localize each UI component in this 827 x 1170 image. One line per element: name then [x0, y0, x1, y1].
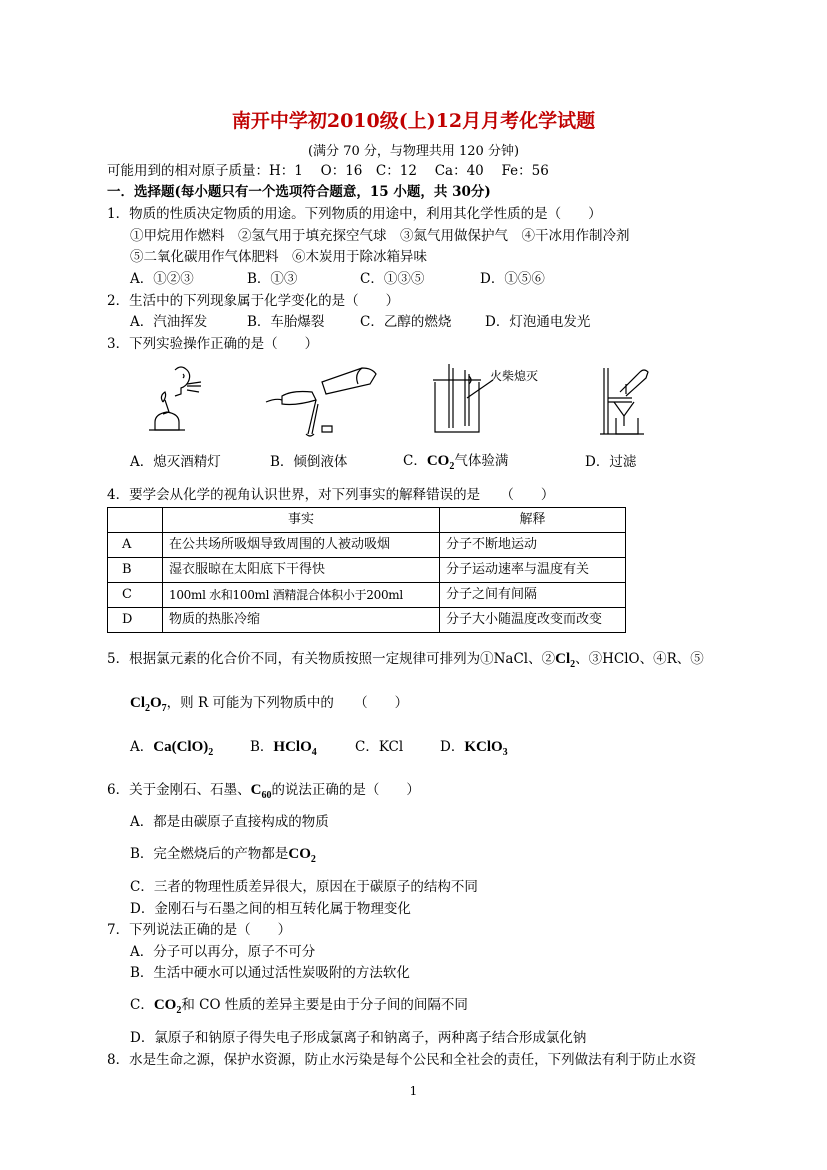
q1-line2: ⑤二氧化碳用作气体肥料 ⑥木炭用于除冰箱异味: [130, 249, 427, 265]
table-cell: 湿衣服晾在太阳底下干得快: [163, 558, 440, 583]
q7-option-b: B．生活中硬水可以通过活性炭吸附的方法软化: [130, 965, 410, 981]
q2-option-d: D．灯泡通电发光: [485, 314, 591, 330]
q5-option-c: C．KCl: [355, 739, 404, 755]
q8-stem: 8．水是生命之源，保护水资源，防止水污染是每个公民和全社会的责任，下列做法有利于防止水资: [107, 1052, 697, 1068]
table-cell: 分子大小随温度改变而改变: [440, 608, 626, 633]
table-cell: C: [108, 583, 163, 608]
table-cell: 分子运动速率与温度有关: [440, 558, 626, 583]
q1-stem: 1．物质的性质决定物质的用途。下列物质的用途中，利用其化学性质的是（ ）: [107, 206, 602, 222]
q7-option-c: C．$CO_2$和 CO 性质的差异主要是由于分子间的间隔不同: [130, 997, 468, 1016]
q6-stem: 6．关于金刚石、石墨、$C_{60}$的说法正确的是（ ）: [107, 782, 420, 801]
table-header-cell: 解释: [440, 508, 626, 533]
q6-option-d: D．金刚石与石墨之间的相互转化属于物理变化: [130, 901, 411, 917]
exam-title: 南开中学初2010级(上)12月月考化学试题: [231, 110, 596, 132]
table-cell: 物质的热胀冷缩: [163, 608, 440, 633]
table-row: [108, 558, 626, 583]
filtration-figure: [590, 362, 660, 440]
table-cell: B: [108, 558, 163, 583]
q3-option-b: B．倾倒液体: [270, 454, 348, 470]
table-cell: 分子不断地运动: [440, 533, 626, 558]
table-row: [108, 608, 626, 633]
q7-option-d: D．氯原子和钠原子得失电子形成氯离子和钠离子，两种离子结合形成氯化钠: [130, 1030, 587, 1046]
q3-option-d: D．过滤: [585, 454, 637, 470]
q1-option-a: A．①②③: [130, 271, 194, 287]
q3-stem: 3．下列实验操作正确的是（ ）: [107, 336, 319, 352]
q7-option-a: A．分子可以再分，原子不可分: [130, 944, 316, 960]
table-cell: 100ml 水和100ml 酒精混合体积小于200ml: [163, 583, 440, 608]
q5-option-d: D．KClO$_3$: [440, 739, 508, 758]
table-cell: 在公共场所吸烟导致周围的人被动吸烟: [163, 533, 440, 558]
table-cell: D: [108, 608, 163, 633]
alcohol-lamp-figure: [135, 362, 215, 440]
q5-stem-line1: 5．根据氯元素的化合价不同，有关物质按照一定规律可排列为①NaCl、$②Cl_2$、③HClO、④R、⑤: [107, 651, 704, 670]
q5-option-b: B．HClO$_4$: [250, 739, 317, 758]
q7-stem: 7．下列说法正确的是（ ）: [107, 922, 292, 938]
table-cell: A: [108, 533, 163, 558]
q1-option-d: D．①⑤⑥: [480, 271, 545, 287]
exam-subtitle: (满分 70 分，与物理共用 120 分钟): [307, 144, 520, 159]
page-number: 1: [409, 1084, 418, 1098]
q2-option-c: C．乙醇的燃烧: [360, 314, 452, 330]
q2-option-b: B．车胎爆裂: [247, 314, 325, 330]
q6-option-b: B．完全燃烧后的产物都是$CO_2$: [130, 846, 316, 865]
table-header-cell: 事实: [163, 508, 440, 533]
table-header-cell: [108, 508, 163, 533]
q2-stem: 2．生活中的下列现象属于化学变化的是（ ）: [107, 293, 400, 309]
table-cell: 分子之间有间隔: [440, 583, 626, 608]
q3-option-a: A．熄灭酒精灯: [130, 454, 221, 470]
q1-line1: ①甲烷用作燃料 ②氢气用于填充探空气球 ③氮气用做保护气 ④干冰用作制冷剂: [130, 228, 630, 244]
match-out-label: 火柴熄灭: [490, 369, 539, 383]
q6-option-c: C．三者的物理性质差异很大，原因在于碳原子的结构不同: [130, 879, 478, 895]
q6-option-a: A．都是由碳原子直接构成的物质: [130, 814, 329, 830]
q5-stem-line2: $Cl_2O_7$，则 R 可能为下列物质中的 （ ）: [130, 695, 409, 714]
facts-table: [107, 507, 626, 633]
table-row: [108, 583, 626, 608]
q2-option-a: A．汽油挥发: [130, 314, 208, 330]
pouring-liquid-figure: [262, 362, 387, 440]
q3-option-c: C．$CO_2$气体验满: [403, 453, 509, 472]
q5-option-a: A．$Ca(ClO)_2$: [130, 739, 214, 758]
atomic-mass-line: 可能用到的相对原子质量：H：1 O：16 C：12 Ca：40 Fe：56: [107, 163, 549, 179]
q1-option-b: B．①③: [247, 271, 298, 287]
section-heading: 一．选择题(每小题只有一个选项符合题意，15 小题，共 30分): [107, 184, 491, 200]
q4-stem: 4．要学会从化学的视角认识世界，对下列事实的解释错误的是 （ ）: [107, 487, 555, 503]
table-header-row: [108, 508, 626, 533]
q1-option-c: C．①③⑤: [360, 271, 425, 287]
table-row: [108, 533, 626, 558]
